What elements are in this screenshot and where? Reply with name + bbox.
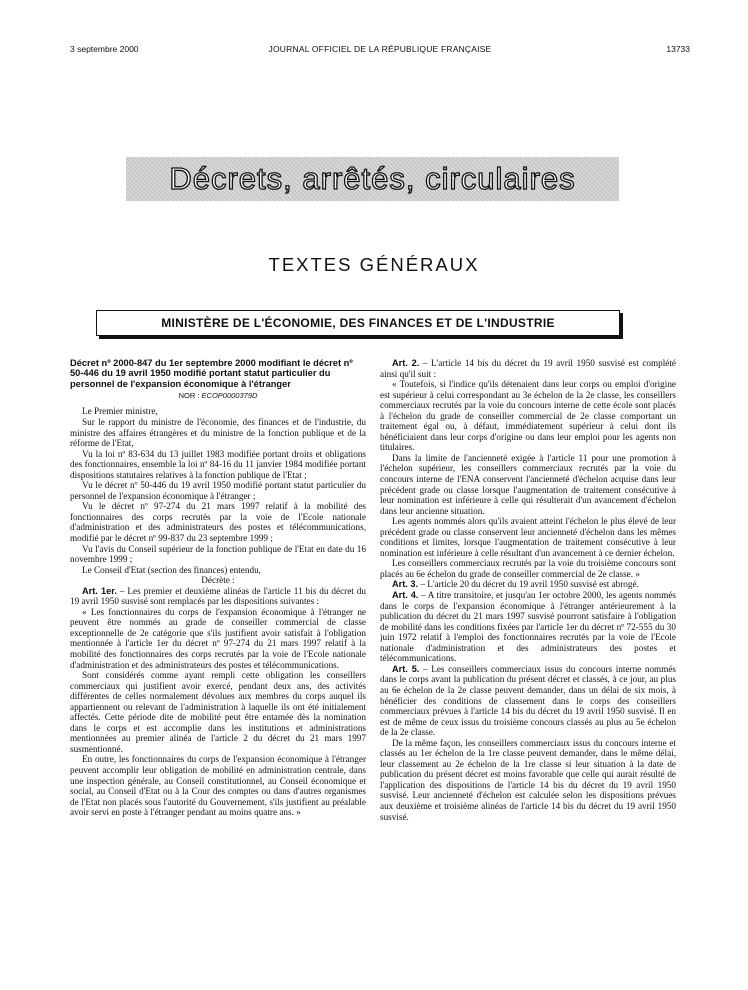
article-3	[380, 579, 676, 590]
banner-title: Décrets, arrêtés, circulaires	[169, 161, 576, 196]
paragraph: Le Premier ministre,	[82, 406, 158, 417]
article-1	[70, 586, 366, 607]
article-text: – L'article 14 bis du décret du 19 avril 1950 susvisé est complété ainsi qu'il suit :	[380, 358, 676, 379]
header-journal-title: JOURNAL OFFICIEL DE LA RÉPUBLIQUE FRANÇAISE	[268, 44, 492, 54]
right-column	[380, 358, 676, 978]
section-banner	[126, 157, 619, 201]
article-label: Art. 4.	[392, 590, 419, 601]
paragraph: « Les fonctionnaires du corps de l'expansion économique à l'étranger ne peuvent être nommés au grade de conseiller commercial de classe exceptionnelle de 2e catégorie que s'ils justifient avoir satisfait à l'obligation mentionnée à l'article 1er du décret nº 97-274 du 21 mars 1997 relatif à la mobilité des fonctionnaires des corps recrutés par la voie de l'Ecole nationale d'administration et des administrateurs des postes et télécommunications.	[70, 606, 366, 670]
paragraph: Vu l'avis du Conseil supérieur de la fonction publique de l'Etat en date du 16 novembre 1999 ;	[70, 543, 366, 565]
article-text: – L'article 20 du décret du 19 avril 1950 susvisé est abrogé.	[418, 579, 639, 590]
paragraph: Sont considérés comme ayant rempli cette obligation les conseillers commerciaux qui justifient avoir exercé, pendant deux ans, des activités différentes de celles normalement dévolues aux membres du corps auquel ils appartiennent ou relevant de l'administration à laquelle ils ont été initialement affectés. Cette période dite de mobilité peut être entamée dès la nomination dans le corps et est accomplie dans les institutions et administrations mentionnées au premier alinéa de l'article 2 du décret du 21 mars 1997 susmentionné.	[70, 670, 366, 754]
left-column	[70, 358, 366, 978]
article-label: Art. 1er.	[82, 585, 117, 596]
page-header	[70, 44, 690, 58]
ministry-box	[96, 310, 620, 336]
paragraph: « Toutefois, si l'indice qu'ils détenaient dans leur corps ou emploi d'origine est supérieur à celui correspondant au 3e échelon de la 2e classe, les conseillers commerciaux recrutés par la voie du concours interne de cette école sont placés à l'échelon du grade de conseiller commercial de 2e classe comportant un traitement égal ou, à défaut, immédiatement supérieur à celui dont ils bénéficiaient dans leur corps d'origine ou dans leur emploi pour les agents non titulaires.	[380, 379, 676, 453]
nor-code: ECOP0000379D	[201, 390, 258, 400]
paragraph: Les agents nommés alors qu'ils avaient atteint l'échelon le plus élevé de leur précédent grade ou classe conservent leur ancienneté d'échelon dans les mêmes conditions et limites, lorsque l'augmentation de traitement consécutive à leur nomination est inférieure à celle résultant d'un avancement à ce dernier échelon.	[380, 516, 676, 558]
article-label: Art. 5.	[392, 663, 420, 674]
ministry-title: MINISTÈRE DE L'ÉCONOMIE, DES FINANCES ET DE L'INDUSTRIE	[161, 316, 555, 330]
article-5	[380, 664, 676, 738]
paragraph: Vu le décret nº 97-274 du 21 mars 1997 relatif à la mobilité des fonctionnaires des corps recrutés par la voie de l'Ecole nationale d'administration et des administrateurs des postes et télécommunications, modifié par le décret nº 99-837 du 23 septembre 1999 ;	[70, 501, 366, 543]
article-text: – A titre transitoire, et jusqu'au 1er octobre 2000, les agents nommés dans le corps de l'expansion économique à l'étranger antérieurement à la publication du décret du 21 mars 1997 susvisé pourront satisfaire à l'obligation de mobilité dans les conditions fixées par l'article 1er du décret nº 72-555 du 30 juin 1972 relatif à l'emploi des fonctionnaires recrutés par la voie de l'Ecole nationale d'administration et des administrateurs des postes et télécommunications.	[380, 590, 676, 664]
header-page-number: 13733	[666, 44, 690, 54]
nor-reference	[70, 391, 366, 402]
article-4	[380, 590, 676, 664]
article-text: – Les conseillers commerciaux issus du concours interne nommés dans le corps avant la publication du présent décret et classés, à ce jour, au plus au 6e échelon de la 2e classe peuvent demander, dans un délai de six mois, à bénéficier des conditions de classement dans le corps des conseillers commerciaux prévues à l'article 14 bis du décret du 19 avril 1950 susvisé. Il en est de même de ceux issus du troisième concours classés au plus au 5e échelon de la 2e classe.	[380, 663, 676, 738]
article-label: Art. 3.	[392, 579, 419, 590]
paragraph: Dans la limite de l'ancienneté exigée à l'article 11 pour une promotion à l'échelon supérieur, les conseillers commerciaux recrutés par la voie du concours interne de l'ENA conservent l'ancienneté d'échelon acquise dans leur précédent grade ou classe lorsque l'augmentation de traitement consécutive à leur nomination est inférieure à celle qui résulterait d'un avancement d'échelon dans leur ancienne situation.	[380, 452, 676, 516]
paragraph: Les conseillers commerciaux recrutés par la voie du troisième concours sont placés au 6e échelon du grade de conseiller commercial de 2e classe. »	[380, 558, 676, 579]
section-title: TEXTES GÉNÉRAUX	[268, 254, 480, 275]
paragraph: Vu la loi nº 83-634 du 13 juillet 1983 modifiée portant droits et obligations des fonctionnaires, ensemble la loi nº 84-16 du 11 janvier 1984 modifiée portant dispositions statutaires relatives à la fonction publique de l'Etat ;	[70, 448, 366, 480]
paragraph: De la même façon, les conseillers commerciaux issus du concours interne et classés au 1er échelon de la 1re classe peuvent demander, dans le même délai, leur classement au 2e échelon de la 1re classe si leur situation à la date de publication du présent décret est moins favorable que celle qui aurait résulté de l'application des dispositions de l'article 14 bis du décret du 19 avril 1950 susvisé. Leur ancienneté d'échelon est calculée selon les dispositions prévues aux deuxième et troisième alinéas de l'article 14 bis du décret du 19 avril 1950 susvisé.	[380, 737, 676, 822]
decrete-heading: Décrète :	[201, 575, 235, 586]
header-date: 3 septembre 2000	[70, 44, 139, 54]
article-2	[380, 358, 676, 379]
paragraph: Sur le rapport du ministre de l'économie, des finances et de l'industrie, du ministre des affaires étrangères et du ministre de la fonction publique et de la réforme de l'Etat,	[70, 416, 366, 449]
paragraph: Le Conseil d'Etat (section des finances) entendu,	[82, 564, 261, 575]
article-text: – Les premier et deuxième alinéas de l'article 11 bis du décret du 19 avril 1950 susvisé sont remplacés par les dispositions suivantes :	[70, 585, 366, 607]
paragraph: Vu le décret nº 50-446 du 19 avril 1950 modifié portant statut particulier du personnel de l'expansion économique à l'étranger ;	[70, 480, 366, 501]
nor-label: NOR :	[178, 390, 200, 400]
decree-title: Décret nº 2000-847 du 1er septembre 2000 modifiant le décret nº 50-446 du 19 avril 1950 modifié portant statut particulier du personnel de l'expansion économique à l'étranger	[70, 358, 353, 389]
article-label: Art. 2.	[392, 358, 420, 368]
paragraph: En outre, les fonctionnaires du corps de l'expansion économique à l'étranger peuvent accomplir leur obligation de mobilité en administration centrale, dans une inspection générale, au Conseil constitutionnel, au Conseil économique et social, au Conseil d'Etat ou à la Cour des comptes ou dans d'autres organismes de l'Etat non placés sous l'autorité du Gouvernement, s'ils justifient au préalable avoir servi en poste à l'étranger pendant au moins quatre ans. »	[70, 754, 366, 818]
